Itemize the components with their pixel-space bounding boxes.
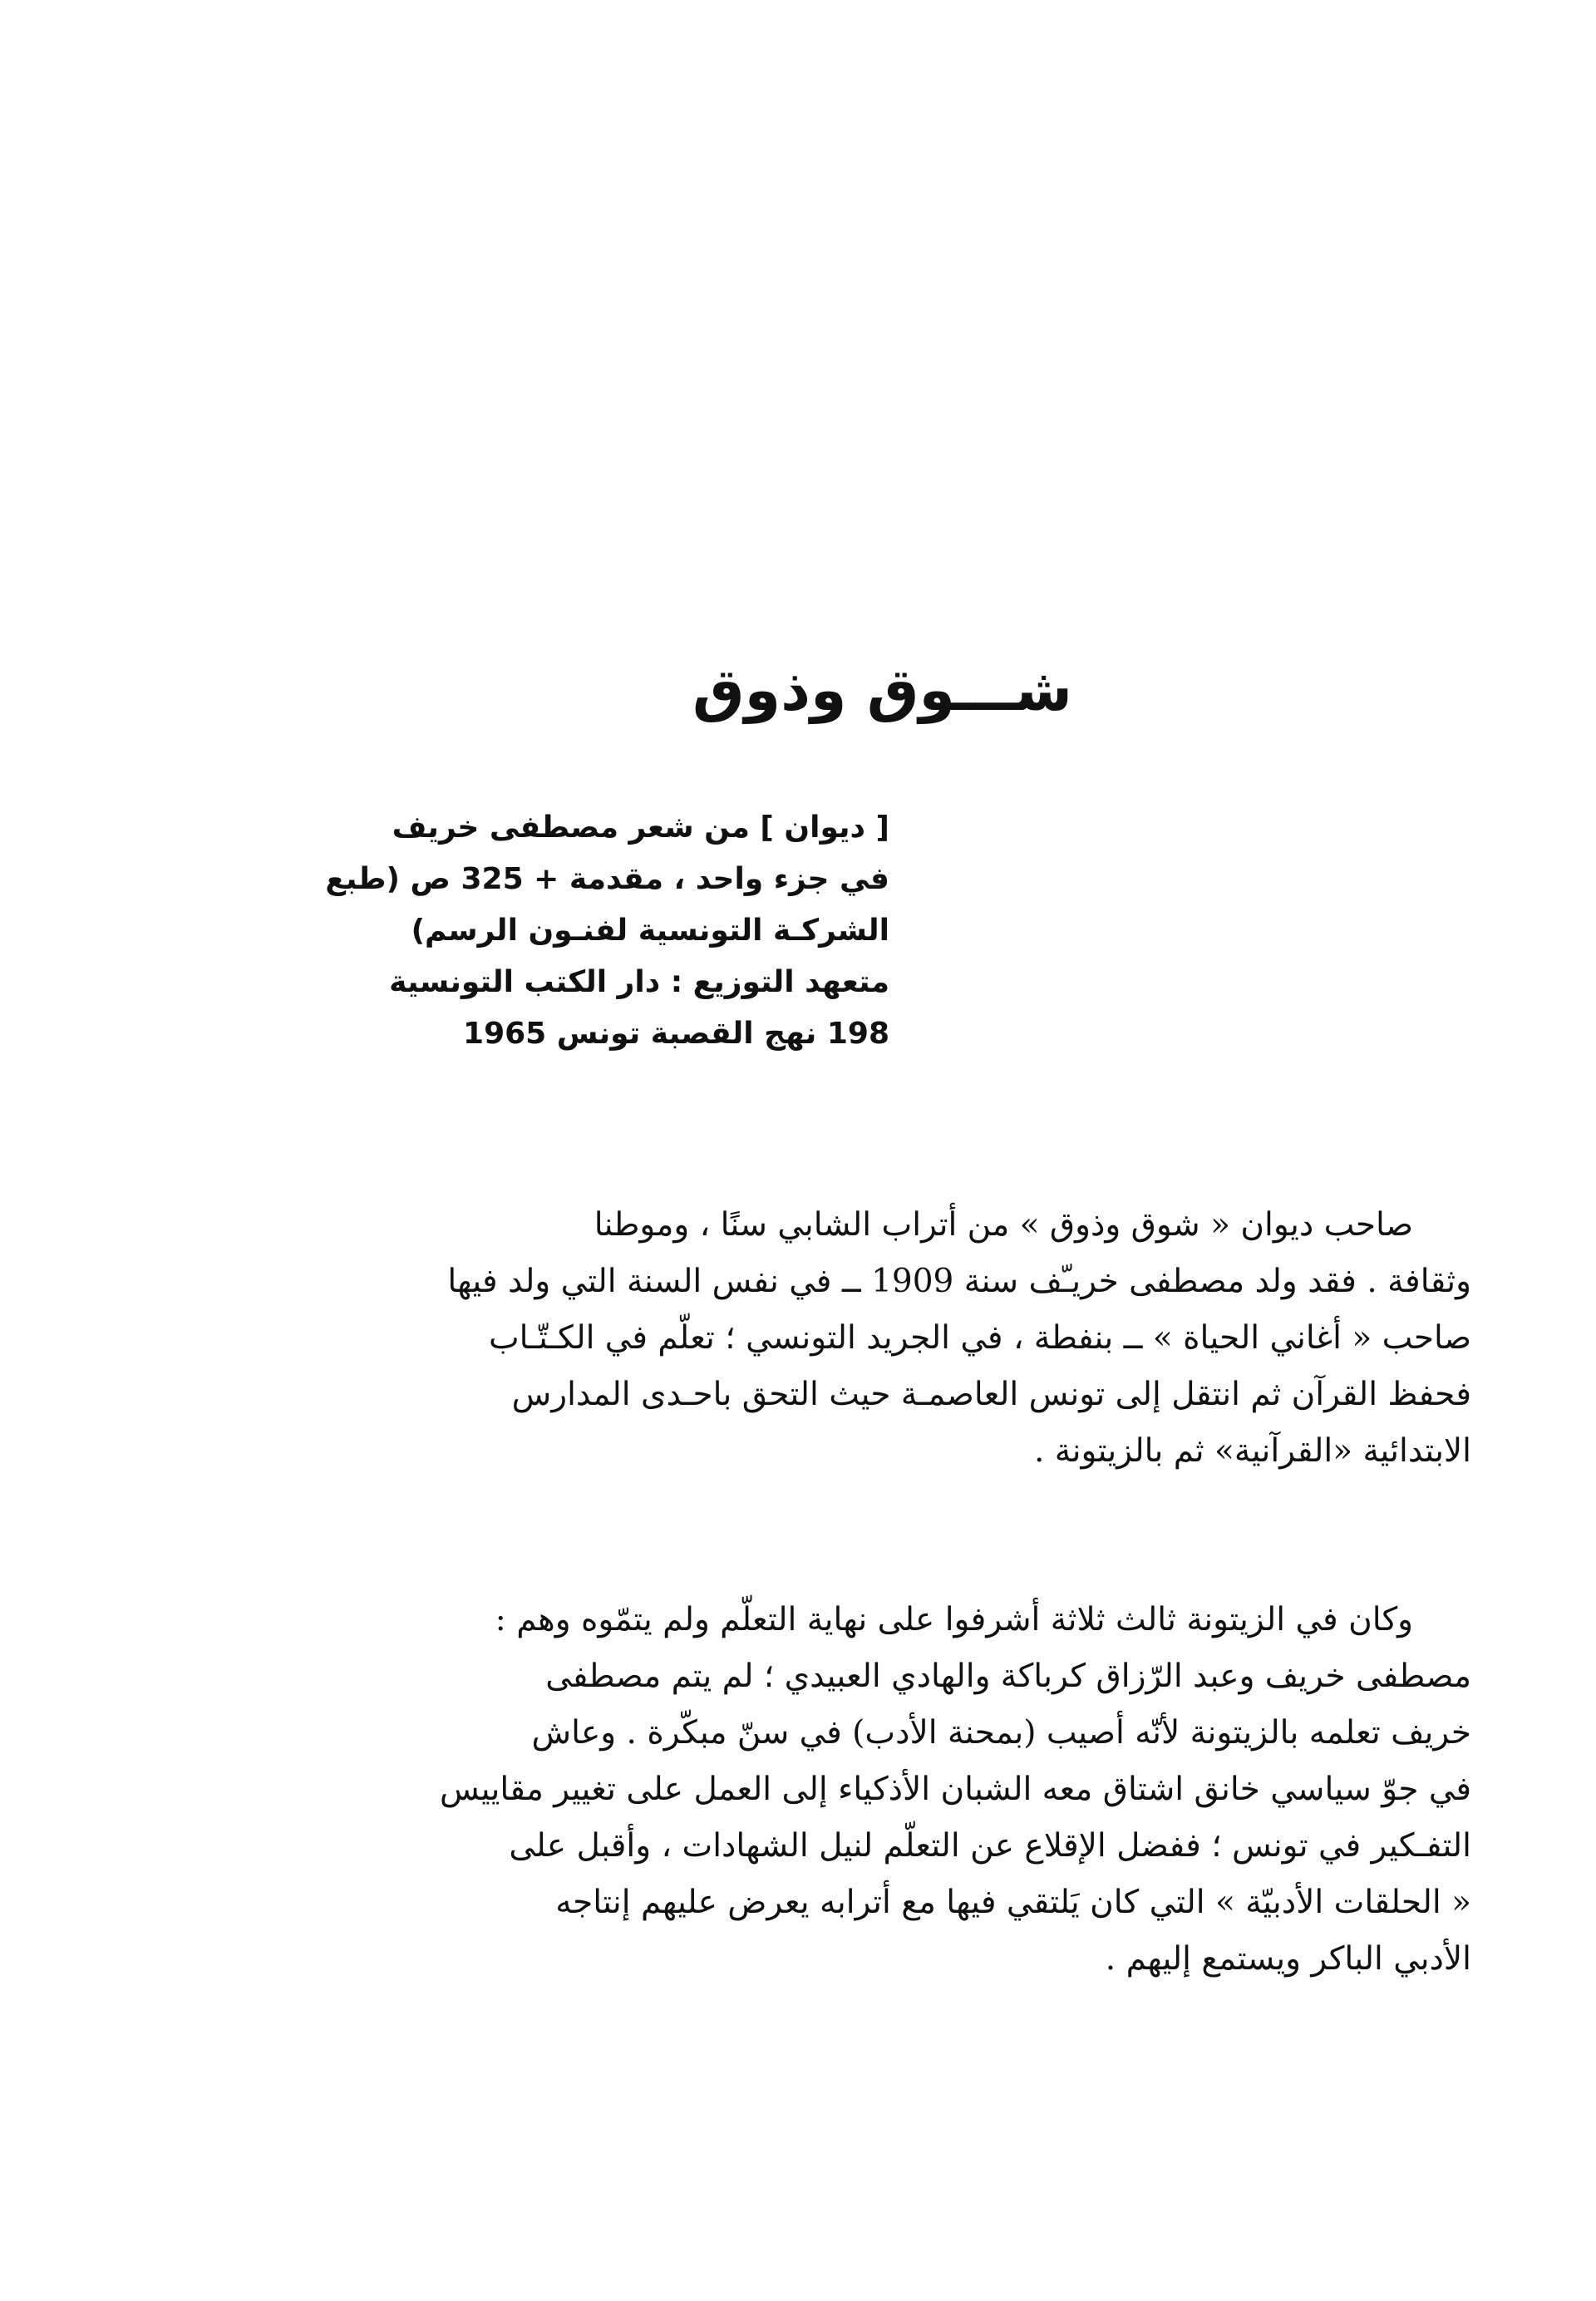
paragraph-line: الابتدائية «القرآنية» ثم بالزيتونة .: [1033, 1432, 1471, 1470]
paragraph-line: مصطفى خريف وعبد الرّزاق كرباكة والهادي العبيدي ؛ لم يتم مصطفى: [545, 1658, 1471, 1695]
paragraph-line: فحفظ القرآن ثم انتقل إلى تونس العاصمـة حيث التحق باحـدى المدارس: [511, 1376, 1471, 1413]
paragraph-line: « الحلقات الأدبيّة » التي كان يَلتقي فيها مع أترابه يعرض عليهم إنتاجه: [555, 1884, 1471, 1921]
paragraph-line: صاحب ديوان « شوق وذوق » من أتراب الشابي سنًا ، وموطنا: [594, 1206, 1413, 1244]
citation-line: في جزء واحد ، مقدمة + 325 ص (طبع: [325, 862, 889, 896]
paragraph-line: وكان في الزيتونة ثالث ثلاثة أشرفوا على نهاية التعلّم ولم يتمّوه وهم :: [495, 1601, 1413, 1638]
paragraph-line: خريف تعلمه بالزيتونة لأنّه أصيب (بمحنة الأدب) في سنّ مبكّرة . وعاش: [531, 1714, 1471, 1752]
body-paragraph: [349, 1592, 1471, 1988]
book-citation: [325, 802, 889, 1060]
paragraph-line: وثقافة . فقد ولد مصطفى خريـّف سنة 1909 ــ في نفس السنة التي ولد فيها: [447, 1263, 1471, 1300]
citation-line: [ ديوان ] من شعر مصطفى خريف: [392, 811, 889, 845]
citation-line: 198 نهج القصبة تونس 1965: [463, 1017, 889, 1051]
paragraph-line: التفـكير في تونس ؛ ففضل الإقلاع عن التعلّم لنيل الشهادات ، وأقبل على: [509, 1827, 1471, 1865]
paragraph-line: الأدبي الباكر ويستمع إليهم .: [1105, 1940, 1471, 1978]
paragraph-line: في جوّ سياسي خانق اشتاق معه الشبان الأذكياء إلى العمل على تغيير مقاييس: [440, 1771, 1471, 1808]
paragraph-line: صاحب « أغاني الحياة » ــ بنفطة ، في الجريد التونسي ؛ تعلّم في الكـتّـاب: [488, 1319, 1471, 1357]
body-paragraph: [349, 1197, 1471, 1480]
page-title: شـــوق وذوق: [692, 656, 1072, 724]
citation-line: متعهد التوزيع : دار الكتب التونسية: [389, 965, 889, 999]
citation-line: الشركـة التونسية لفنـون الرسم): [411, 914, 889, 948]
